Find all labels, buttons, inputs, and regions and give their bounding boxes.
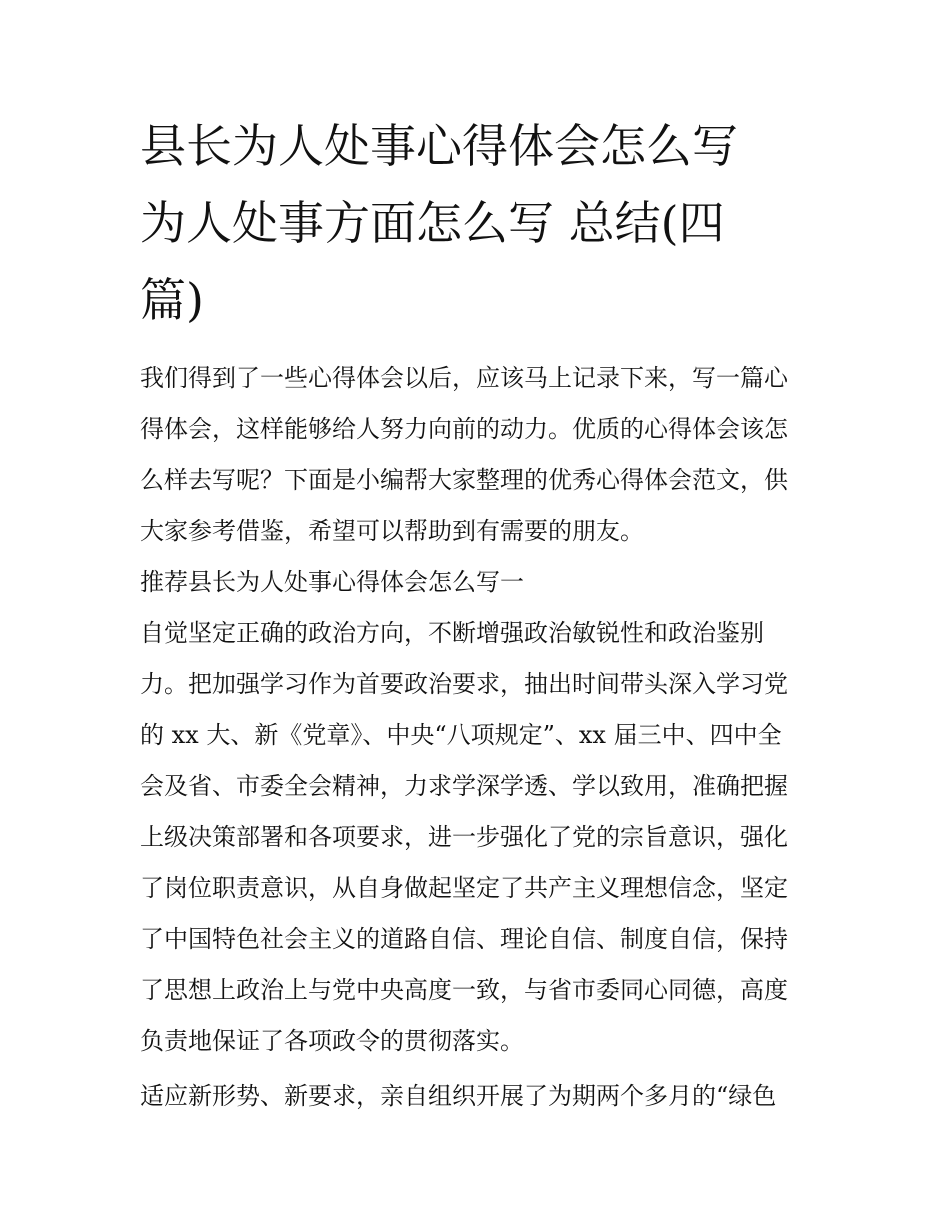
- text-line: 了岗位职责意识，从自身做起坚定了共产主义理想信念，坚定: [140, 874, 788, 902]
- title-line: 篇): [140, 273, 204, 327]
- text-line: 适应新形势、新要求，亲自组织开展了为期两个多月的“绿色: [140, 1082, 777, 1110]
- body-paragraph-1: [140, 608, 820, 1067]
- text-line: 力。把加强学习作为首要政治要求，抽出时间带头深入学习党: [140, 670, 788, 698]
- text-line: 了中国特色社会主义的道路自信、理论自信、制度自信，保持: [140, 925, 788, 953]
- text-line: 会及省、市委全会精神，力求学深学透、学以致用，准确把握: [140, 772, 788, 800]
- text-line: 了思想上政治上与党中央高度一致，与省市委同心同德，高度: [140, 976, 788, 1004]
- text-line: 自觉坚定正确的政治方向，不断增强政治敏锐性和政治鉴别: [140, 619, 764, 647]
- text-line: 的 xx 大、新《党章》、中央“八项规定”、xx 届三中、四中全: [140, 721, 782, 749]
- intro-paragraph: [140, 353, 820, 557]
- text-line: 我们得到了一些心得体会以后，应该马上记录下来，写一篇心: [140, 364, 788, 392]
- text-line: 得体会，这样能够给人努力向前的动力。优质的心得体会该怎: [140, 415, 788, 443]
- document-body: [140, 353, 820, 1122]
- title-line: 为人处事方面怎么写 总结(四: [140, 196, 725, 250]
- text-line: 上级决策部署和各项要求，进一步强化了党的宗旨意识，强化: [140, 823, 788, 851]
- text-line: 负责地保证了各项政令的贯彻落实。: [140, 1027, 524, 1055]
- text-line: 么样去写呢？下面是小编帮大家整理的优秀心得体会范文，供: [140, 466, 788, 494]
- section-heading-text: 推荐县长为人处事心得体会怎么写一: [140, 568, 524, 596]
- body-paragraph-2: [140, 1071, 820, 1122]
- title-line: 县长为人处事心得体会怎么写: [140, 119, 738, 173]
- document-title: [140, 108, 820, 339]
- section-heading: [140, 557, 820, 608]
- text-line: 大家参考借鉴，希望可以帮助到有需要的朋友。: [140, 517, 644, 545]
